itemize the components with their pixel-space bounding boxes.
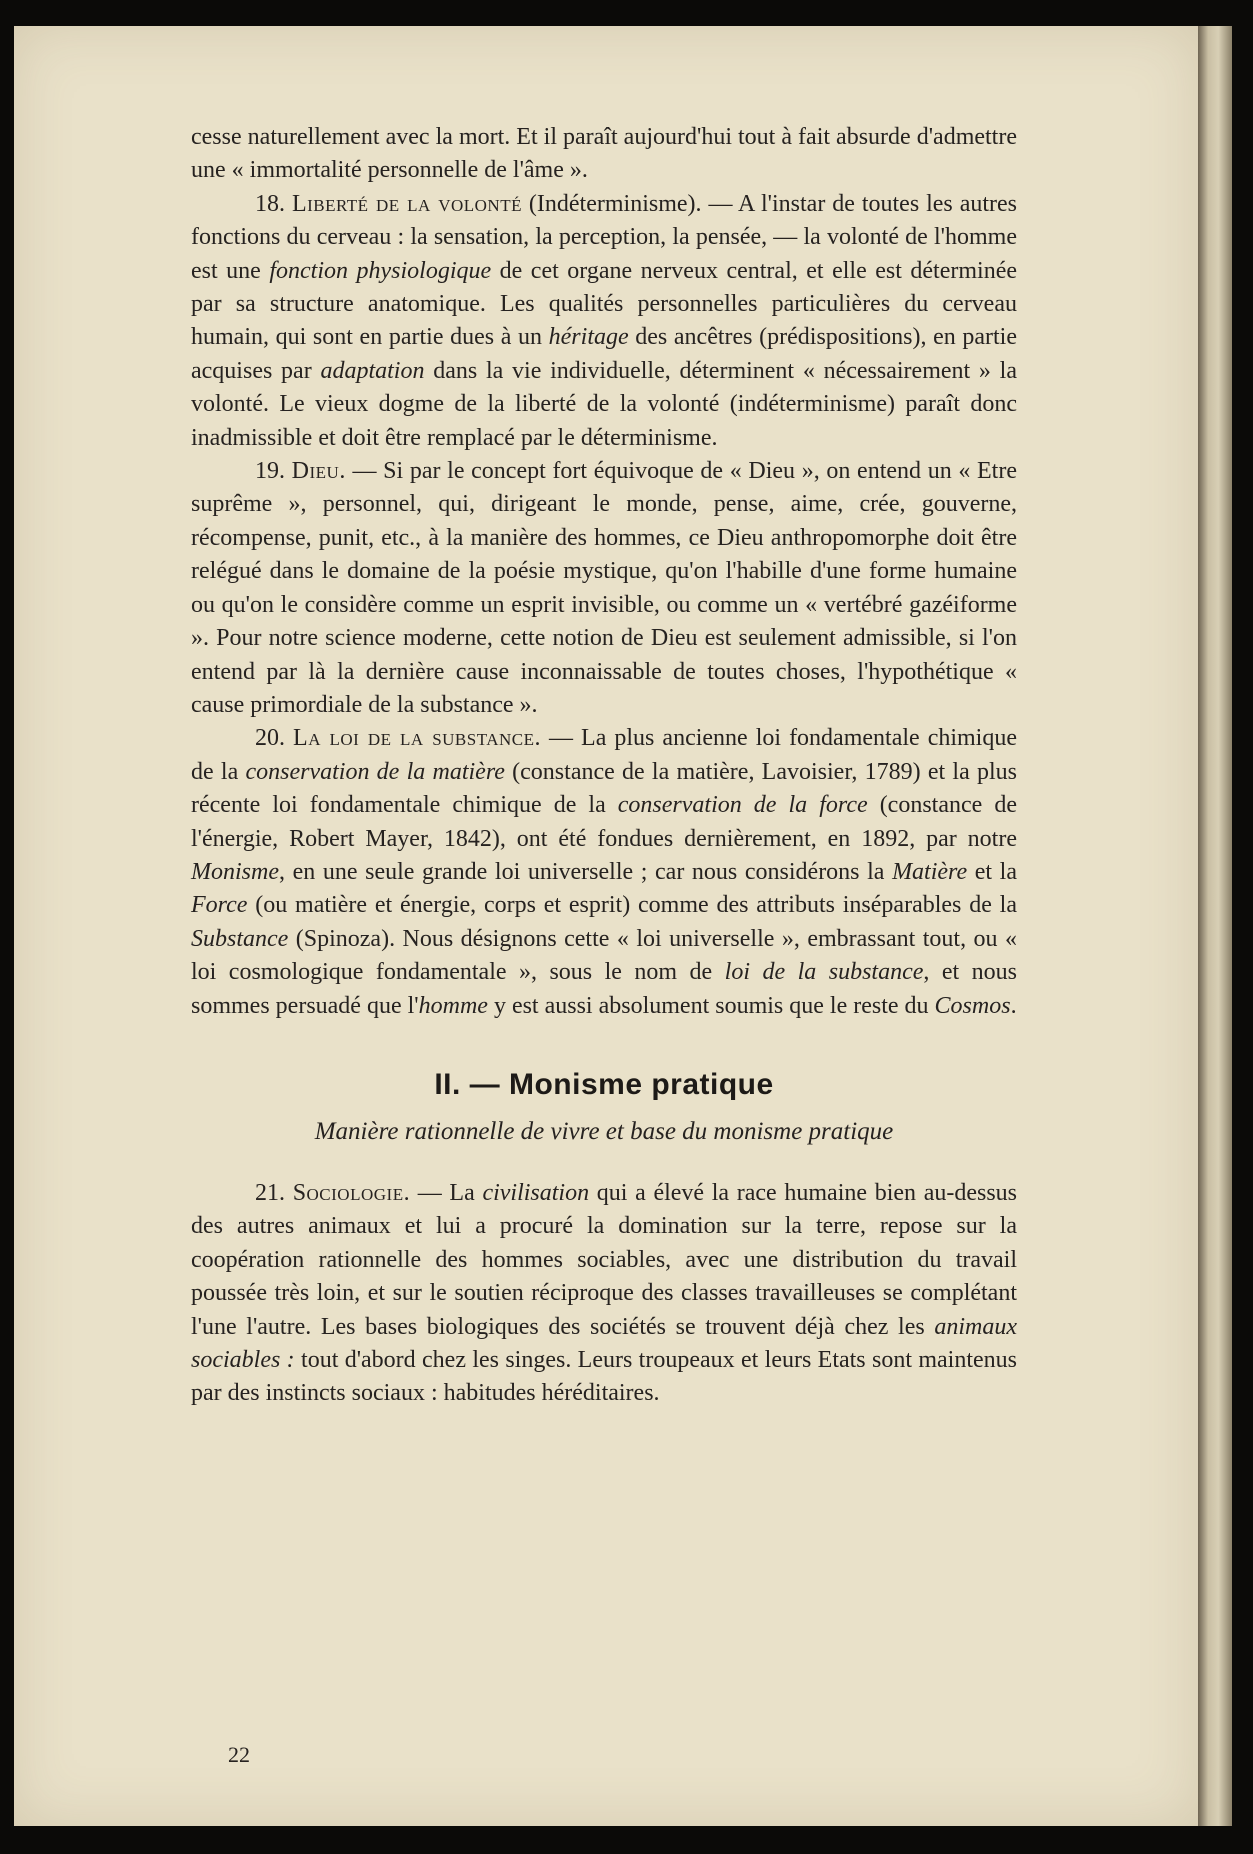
paragraph-text: de cet organe nerveux central, et elle est déterminée par sa structure anatomique. Les qualités personnelles particulières du cerveau humain, qui sont en partie dues à un — [191, 257, 1017, 351]
emphasis: conservation de la force — [617, 792, 868, 819]
paragraph-continuation — [191, 121, 1017, 188]
paragraph-text: y est aussi absolument soumis que le reste du — [487, 992, 935, 1019]
paragraph-text: , en une seule grande loi universelle ; car nous considérons la — [278, 858, 893, 885]
emphasis: loi de la substance — [724, 959, 924, 986]
paragraph-number: 18. — [255, 190, 285, 217]
paragraph-text: — La plus ancienne loi fondamentale chimique de la — [191, 725, 1017, 785]
paragraph-text: cesse naturellement avec la mort. Et il paraît aujourd'hui tout à fait absurde d'admettre une « immortalité personnelle de l'âme ». — [191, 124, 1017, 184]
paragraph-19 — [191, 455, 1017, 722]
emphasis: animaux sociables : — [191, 1313, 1017, 1373]
section-title: II. — Monisme pratique — [434, 1067, 774, 1101]
paragraph-number: 19. — [255, 458, 285, 485]
paragraph-heading: La loi de la substance. — [293, 725, 542, 752]
paragraph-21 — [191, 1177, 1017, 1411]
paragraph-text: , et nous sommes persuadé que l' — [191, 959, 1017, 1019]
paragraph-text: — Si par le concept fort équivoque de « Dieu », on entend un « Etre suprême », personnel, qui, dirigeant le monde, pense, aime, crée, gouverne, récompense, punit, etc., à la manière des hommes, ce Dieu anthropomorphe doit être relégué dans le domaine de la poésie mystique, qu'on l'habille d'une forme humaine ou qu'on le considère comme un esprit invisible, ou comme un « vertébré gazéiforme ». Pour notre science moderne, cette notion de Dieu est seulement admissible, si l'on entend par là la dernière cause inconnaissable de toutes choses, l'hypothétique « cause primordiale de la substance ». — [191, 458, 1017, 718]
section-subtitle: Manière rationnelle de vivre et base du monisme pratique — [314, 1117, 894, 1145]
paragraph-heading: Dieu. — [291, 458, 346, 485]
paragraph-20 — [191, 722, 1017, 1023]
emphasis: Force — [191, 892, 248, 919]
emphasis: homme — [418, 992, 488, 1019]
emphasis: héritage — [548, 324, 629, 351]
emphasis: Matière — [892, 858, 968, 885]
paragraph-text: (Indéterminisme). — A l'instar de toutes les autres fonctions du cerveau : la sensation, la perception, la pensée, — la volonté de l'homme est une — [191, 190, 1018, 284]
paragraph-text: — La — [410, 1179, 483, 1206]
paragraph-number: 21. — [255, 1179, 285, 1206]
paragraph-18 — [191, 188, 1017, 455]
paragraph-text: des ancêtres (prédispositions), en partie acquises par — [191, 324, 1018, 384]
paragraph-text: qui a élevé la race humaine bien au-dessus des autres animaux et lui a procuré la domination sur la terre, repose sur la coopération rationnelle des hommes sociables, avec une distribution du travail poussée très loin, et sur le soutien réciproque des classes travailleuses se complétant l'une l'autre. Les bases biologiques des sociétés se trouvent déjà chez les — [191, 1179, 1018, 1340]
paragraph-heading: Liberté de la volonté — [291, 190, 522, 217]
paragraph-text: (constance de la matière, Lavoisier, 1789) et la plus récente loi fondamentale chimique de la — [191, 758, 1017, 819]
page-text — [191, 121, 1017, 1411]
emphasis: fonction physiologique — [269, 257, 492, 284]
paragraph-text: et la — [967, 858, 1018, 885]
emphasis: conservation de la matière — [245, 758, 505, 785]
paragraph-text: (ou matière et énergie, corps et esprit) comme des attributs inséparables de la — [247, 892, 1017, 919]
paragraph-text: dans la vie individuelle, déterminent « nécessairement » la volonté. Le vieux dogme de la liberté de la volonté (indéterminisme) paraît donc inadmissible et doit être remplacé par le déterminisme. — [191, 357, 1018, 451]
emphasis: Substance — [191, 925, 289, 952]
paragraph-number: 20. — [255, 725, 285, 752]
paragraph-text: (Spinoza). Nous désignons cette « loi universelle », embrassant tout, ou « loi cosmologique fondamentale », sous le nom de — [191, 925, 1017, 986]
emphasis: Monisme — [191, 858, 279, 885]
emphasis: Cosmos — [934, 992, 1011, 1019]
paragraph-text: . — [1010, 992, 1017, 1019]
page-edge — [1198, 26, 1232, 1826]
paragraph-heading: Sociologie. — [292, 1179, 411, 1206]
emphasis: adaptation — [320, 357, 425, 384]
emphasis: civilisation — [482, 1179, 590, 1206]
page-number: 22 — [228, 1742, 250, 1767]
paragraph-text: tout d'abord chez les singes. Leurs troupeaux et leurs Etats sont maintenus par des instincts sociaux : habitudes héréditaires. — [191, 1347, 1018, 1407]
paragraph-text: (constance de l'énergie, Robert Mayer, 1842), ont été fondues dernièrement, en 1892, par notre — [191, 792, 1017, 852]
